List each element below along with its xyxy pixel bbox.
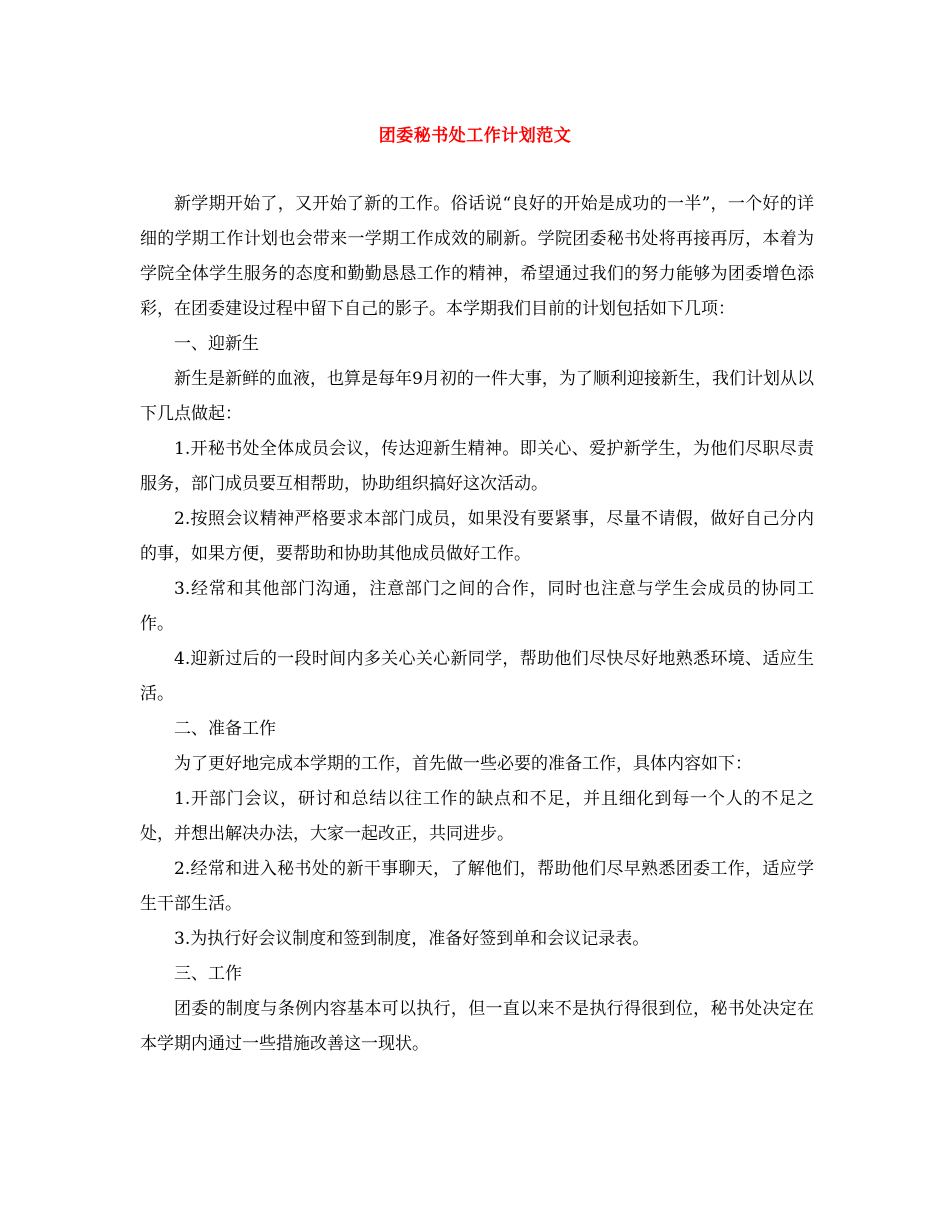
preparation-item-2: 2.经常和进入秘书处的新干事聊天，了解他们，帮助他们尽早熟悉团委工作，适应学生干部生活。 — [140, 859, 814, 914]
welcome-intro-paragraph: 新生是新鲜的血液，也算是每年9月初的一件大事，为了顺利迎接新生，我们计划从以下几点做起： — [140, 369, 814, 424]
welcome-item-2: 2.按照会议精神严格要求本部门成员，如果没有要紧事，尽量不请假，做好自己分内的事，如果方便，要帮助和协助其他成员做好工作。 — [140, 509, 814, 564]
intro-paragraph: 新学期开始了，又开始了新的工作。俗话说“良好的开始是成功的一半”，一个好的详细的学期工作计划也会带来一学期工作成效的刷新。学院团委秘书处将再接再厉，本着为学院全体学生服务的态度和勤勤恳恳工作的精神，希望通过我们的努力能够为团委增色添彩，在团委建设过程中留下自己的影子。本学期我们目前的计划包括如下几项： — [140, 194, 814, 319]
preparation-intro-paragraph: 为了更好地完成本学期的工作，首先做一些必要的准备工作，具体内容如下： — [174, 754, 752, 774]
preparation-item-3: 3.为执行好会议制度和签到制度，准备好签到单和会议记录表。 — [174, 929, 650, 949]
section-heading-preparation: 二、准备工作 — [174, 719, 276, 739]
welcome-item-1: 1.开秘书处全体成员会议，传达迎新生精神。即关心、爱护新学生，为他们尽职尽责服务，部门成员要互相帮助，协助组织搞好这次活动。 — [140, 439, 814, 494]
preparation-item-1: 1.开部门会议，研讨和总结以往工作的缺点和不足，并且细化到每一个人的不足之处，并想出解决办法，大家一起改正，共同进步。 — [140, 789, 814, 844]
work-paragraph: 团委的制度与条例内容基本可以执行，但一直以来不是执行得很到位，秘书处决定在本学期内通过一些措施改善这一现状。 — [140, 999, 814, 1054]
section-heading-work: 三、工作 — [174, 964, 242, 984]
welcome-item-3: 3.经常和其他部门沟通，注意部门之间的合作，同时也注意与学生会成员的协同工作。 — [140, 579, 814, 634]
welcome-item-4: 4.迎新过后的一段时间内多关心关心新同学，帮助他们尽快尽好地熟悉环境、适应生活。 — [140, 649, 814, 704]
document-title: 团委秘书处工作计划范文 — [378, 126, 572, 146]
document-body — [140, 187, 814, 1062]
section-heading-welcome-freshmen: 一、迎新生 — [174, 334, 259, 354]
